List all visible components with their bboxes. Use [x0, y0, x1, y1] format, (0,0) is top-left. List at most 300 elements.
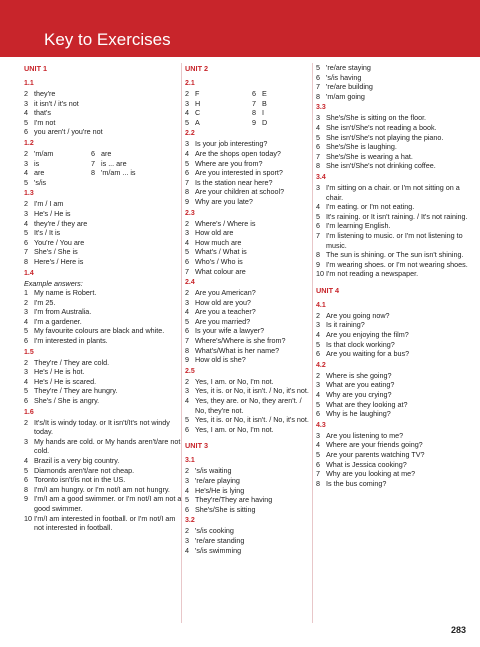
answer-number: 3: [24, 307, 28, 317]
answer-row: [24, 336, 182, 346]
answer-number: 10: [316, 269, 324, 279]
answer-row: [316, 250, 468, 260]
answer-row: [185, 228, 313, 238]
answer-row: [24, 307, 182, 317]
example-note: Example answers:: [24, 278, 83, 288]
answer-row: [185, 187, 313, 197]
answer-row: [185, 139, 313, 149]
answer-row: [185, 377, 313, 387]
answer-text: Here's / Here is: [34, 256, 84, 266]
answer-number: 9: [316, 259, 320, 269]
answer-number: 6: [185, 256, 189, 266]
answer-text: 'm/am: [34, 148, 54, 158]
answer-text: I'm/I am hungry. or I'm not/I am not hungry.: [34, 484, 170, 494]
answer-row: [185, 355, 313, 365]
answer-number: 3: [316, 380, 320, 390]
answer-row: [316, 409, 468, 419]
answer-row: [316, 431, 468, 441]
answer-number: 4: [185, 396, 189, 406]
answer-number: 5: [316, 450, 320, 459]
answer-text: I'm from Australia.: [34, 307, 92, 317]
answer-text: I'm 25.: [34, 297, 56, 307]
answer-row: [24, 238, 182, 248]
answer-text: 's/is waiting: [195, 466, 232, 476]
answer-text: Are you interested in sport?: [195, 168, 283, 178]
answer-number: 5: [316, 399, 320, 409]
answer-pair-row: [24, 178, 182, 188]
answer-number: 8: [24, 484, 28, 494]
answer-number: 3: [185, 297, 189, 307]
answer-text: She's/She is wearing a hat.: [326, 151, 413, 161]
answer-row: [185, 386, 313, 396]
answer-number: 6: [185, 424, 189, 434]
answer-row: [185, 238, 313, 248]
answer-number: 7: [185, 336, 189, 346]
answer-text: I'm / I am: [34, 199, 64, 209]
section-heading: 3.3: [316, 104, 326, 112]
answer-row: [316, 73, 468, 83]
answer-text: She isn't/She's not playing the piano.: [326, 132, 444, 142]
answer-text: 's/is swimming: [195, 545, 242, 555]
section-heading: 1.2: [24, 139, 34, 147]
answer-number: 3: [316, 113, 320, 123]
answer-number: 2: [24, 357, 28, 367]
answer-right: [91, 159, 127, 169]
answer-row: [24, 228, 182, 238]
answer-text: 's/is having: [326, 72, 362, 82]
answer-number: 4: [185, 108, 189, 118]
answer-text: I'm/I am interested in football. or I'm not/I am not interested in football.: [34, 513, 176, 533]
answer-text: Are you enjoying the film?: [326, 330, 409, 340]
answer-text: What colour are: [195, 266, 246, 276]
answer-number: 4: [24, 456, 28, 465]
answer-text: Are you listening to me?: [326, 430, 404, 440]
section-heading: 1.1: [24, 80, 34, 87]
answer-number: 4: [185, 485, 189, 495]
answer-row: [316, 92, 468, 102]
answer-row: [24, 437, 182, 456]
answer-number: 6: [316, 221, 320, 231]
answer-row: [185, 425, 313, 435]
answer-text: that's: [34, 108, 51, 118]
answer-left: [185, 108, 252, 118]
answer-row: [24, 514, 182, 533]
answer-text: You're / You are: [34, 237, 85, 247]
answer-text: Are you going now?: [326, 310, 390, 320]
answer-number: 2: [185, 288, 189, 298]
section-heading: 1.3: [24, 190, 34, 198]
answer-row: [316, 231, 468, 250]
column-3: [316, 63, 468, 488]
answer-number: 3: [185, 228, 189, 238]
answer-number: 4: [24, 108, 28, 118]
answer-text: 're/are building: [326, 82, 373, 92]
answer-text: She's/She is sitting: [195, 504, 256, 514]
answer-number: 5: [24, 326, 28, 336]
answer-text: are: [34, 168, 45, 178]
answer-number: 5: [185, 247, 189, 257]
answer-row: [24, 298, 182, 308]
answer-row: [24, 456, 182, 466]
answer-text: How old are you?: [195, 297, 251, 307]
answer-row: [24, 396, 182, 406]
answer-text: I'm interested in plants.: [34, 336, 108, 346]
answer-number: 2: [185, 526, 189, 536]
answer-row: [24, 475, 182, 485]
answer-text: Where is she going?: [326, 370, 392, 380]
section-heading: 3.1: [185, 457, 195, 465]
section-heading: 1.6: [24, 408, 34, 416]
section-heading: 2.1: [185, 80, 195, 87]
answer-pair-row: [185, 99, 313, 109]
answer-row: [316, 202, 468, 212]
answer-row: [24, 317, 182, 327]
answer-row: [24, 288, 182, 298]
answer-number: 2: [185, 466, 189, 476]
answer-text: He's / He is hot.: [34, 367, 85, 377]
answer-row: [185, 257, 313, 267]
answer-number: 9: [185, 196, 189, 206]
answer-number: 6: [24, 237, 28, 247]
answer-left: [185, 99, 252, 109]
answer-number: 8: [91, 168, 95, 178]
answer-text: Who's / Who is: [195, 256, 243, 266]
answer-row: [24, 466, 182, 476]
answer-row: [185, 247, 313, 257]
answer-text: It's / It is: [34, 228, 61, 238]
answer-number: 2: [185, 218, 189, 228]
unit-heading: UNIT 3: [185, 441, 209, 451]
section-heading: 2.3: [185, 209, 195, 217]
answer-text: Where's/Where is she from?: [195, 336, 286, 346]
answer-row: [24, 386, 182, 396]
answer-row: [185, 317, 313, 327]
answer-number: 7: [185, 177, 189, 187]
answer-number: 3: [316, 430, 320, 440]
answer-text: 're/are standing: [195, 535, 245, 545]
answer-left: [24, 149, 91, 159]
answer-number: 10: [24, 513, 32, 523]
answer-text: I'm/I am a good swimmer. or I'm not/I am not a good swimmer.: [34, 494, 182, 513]
answer-text: What's/What is her name?: [195, 345, 280, 355]
answer-text: Is your job interesting?: [195, 139, 268, 149]
answer-row: [316, 113, 468, 123]
answer-number: 5: [24, 386, 28, 396]
answer-text: B: [262, 98, 267, 108]
answer-right: [91, 178, 101, 188]
answer-text: Is the station near here?: [195, 177, 273, 187]
answer-number: 5: [185, 316, 189, 326]
answer-left: [24, 159, 91, 169]
answer-text: The sun is shining. or The sun isn't shining.: [326, 250, 464, 260]
answer-row: [316, 133, 468, 143]
answer-number: 5: [24, 117, 28, 127]
answer-left: [24, 178, 91, 188]
answer-text: She's/She is sitting on the floor.: [326, 113, 427, 123]
answer-text: He's / He is scared.: [34, 376, 97, 386]
answer-number: 4: [185, 545, 189, 555]
answer-row: [185, 326, 313, 336]
answer-text: 're/are playing: [195, 476, 240, 485]
answer-number: 8: [316, 161, 320, 171]
page-title: Key to Exercises: [44, 30, 171, 49]
answer-number: 2: [24, 199, 28, 209]
answer-number: 6: [91, 148, 95, 158]
answer-text: How old are: [195, 228, 234, 238]
answer-pair-row: [24, 168, 182, 178]
answer-row: [24, 209, 182, 219]
answer-number: 3: [185, 98, 189, 108]
answer-number: 8: [316, 478, 320, 488]
answer-text: Yes, it is. or No, it isn't. / No, it's not.: [195, 415, 309, 425]
section-heading: 2.5: [185, 367, 195, 375]
answer-text: They're / They are hungry.: [34, 386, 118, 396]
answer-row: [316, 400, 468, 410]
answer-row: [185, 267, 313, 277]
answer-text: is: [34, 158, 40, 168]
answer-number: 9: [252, 117, 256, 127]
answer-right: [252, 89, 267, 99]
answer-number: 4: [24, 376, 28, 386]
answer-number: 9: [185, 355, 189, 365]
answer-row: [185, 178, 313, 188]
answer-number: 7: [24, 247, 28, 257]
answer-number: 8: [24, 256, 28, 266]
answer-row: [316, 320, 468, 330]
answer-text: She's / She is angry.: [34, 396, 100, 406]
section-heading: 4.3: [316, 421, 326, 429]
answer-number: 5: [185, 415, 189, 425]
answer-number: 5: [185, 495, 189, 505]
answer-row: [185, 159, 313, 169]
answer-text: I: [262, 108, 264, 118]
answer-right: [91, 149, 111, 159]
answer-text: He's/He is lying: [195, 485, 245, 495]
answer-number: 3: [24, 367, 28, 377]
answer-text: E: [262, 89, 267, 98]
answer-number: 8: [185, 187, 189, 197]
answer-text: I'm learning English.: [326, 221, 391, 231]
answer-text: H: [195, 98, 201, 108]
answer-number: 4: [316, 440, 320, 450]
answer-row: [185, 526, 313, 536]
answer-text: Are you married?: [195, 316, 251, 326]
answer-text: It's raining. or It isn't raining. / It's not raining.: [326, 211, 468, 221]
answer-text: Toronto isn't/is not in the US.: [34, 475, 126, 485]
answer-text: How old is she?: [195, 355, 246, 365]
answer-text: How much are: [195, 237, 242, 247]
answer-row: [316, 221, 468, 231]
answer-text: Are your children at school?: [195, 187, 285, 197]
answer-row: [24, 199, 182, 209]
answer-row: [316, 380, 468, 390]
answer-row: [316, 269, 468, 279]
answer-number: 4: [185, 148, 189, 158]
answer-text: She's/She is laughing.: [326, 142, 397, 152]
answer-row: [185, 476, 313, 486]
answer-text: What are they looking at?: [326, 399, 408, 409]
answer-row: [24, 127, 182, 137]
answer-row: [24, 118, 182, 128]
answer-text: Is it raining?: [326, 320, 365, 330]
answer-text: Why are you looking at me?: [326, 469, 416, 479]
answer-number: 3: [185, 476, 189, 485]
answer-row: [185, 288, 313, 298]
answer-number: 8: [316, 250, 320, 260]
answer-row: [24, 247, 182, 257]
answer-text: I'm sitting on a chair. or I'm not sitting on a chair.: [326, 182, 460, 202]
answer-pair-row: [24, 149, 182, 159]
unit-heading: UNIT 4: [316, 285, 340, 295]
answer-row: [316, 349, 468, 359]
answer-row: [316, 212, 468, 222]
answer-number: 6: [316, 459, 320, 469]
answer-row: [24, 494, 182, 513]
answer-number: 4: [24, 168, 28, 178]
answer-row: [316, 460, 468, 470]
answer-pair-row: [24, 159, 182, 169]
answer-number: 4: [316, 330, 320, 340]
answer-text: it isn't / it's not: [34, 98, 79, 108]
answer-text: Yes, they are. or No, they aren't. / No, they're not.: [195, 396, 302, 415]
answer-text: F: [195, 89, 200, 98]
answer-number: 7: [252, 98, 256, 108]
answer-text: Brazil is a very big country.: [34, 456, 120, 465]
answer-text: Are you a teacher?: [195, 307, 256, 317]
answer-text: I'm not: [34, 117, 56, 127]
answer-row: [316, 63, 468, 73]
answer-left: [185, 118, 252, 128]
answer-text: Are your parents watching TV?: [326, 450, 425, 459]
answer-row: [316, 123, 468, 133]
answer-text: Diamonds aren't/are not cheap.: [34, 465, 135, 475]
section-heading: 1.4: [24, 269, 34, 277]
answer-number: 2: [316, 370, 320, 380]
section-heading: 4.1: [316, 301, 326, 309]
answer-row: [24, 99, 182, 109]
answer-right: [252, 99, 267, 109]
answer-number: 5: [316, 211, 320, 221]
answer-row: [316, 142, 468, 152]
answer-text: She isn't/She's not reading a book.: [326, 122, 437, 132]
answer-row: [316, 260, 468, 270]
answer-text: What's / What is: [195, 247, 247, 257]
answer-row: [24, 418, 182, 437]
answer-text: Are you waiting for a bus?: [326, 349, 410, 359]
answer-text: He's / He is: [34, 208, 71, 218]
answer-row: [24, 326, 182, 336]
answer-row: [316, 330, 468, 340]
section-heading: 4.2: [316, 361, 326, 369]
answer-row: [185, 197, 313, 207]
answer-row: [185, 219, 313, 229]
answer-pair-row: [185, 118, 313, 128]
answer-row: [24, 367, 182, 377]
answer-number: 3: [24, 158, 28, 168]
answer-text: Why are you late?: [195, 196, 253, 206]
answer-number: 5: [24, 177, 28, 187]
answer-number: 6: [24, 336, 28, 346]
answer-row: [185, 298, 313, 308]
section-heading: 1.5: [24, 348, 34, 356]
answer-number: 6: [316, 409, 320, 419]
answer-number: 4: [316, 122, 320, 132]
answer-row: [24, 377, 182, 387]
answer-right: [252, 118, 267, 128]
answer-pair-row: [185, 108, 313, 118]
answer-row: [316, 371, 468, 381]
answer-row: [185, 486, 313, 496]
answer-text: She's / She is: [34, 247, 78, 257]
answer-row: [185, 168, 313, 178]
answer-row: [185, 396, 313, 415]
section-heading: 3.4: [316, 173, 326, 181]
answer-row: [316, 440, 468, 450]
answer-row: [185, 415, 313, 425]
answer-row: [316, 450, 468, 460]
answer-text: I'm listening to music. or I'm not listening to music.: [326, 230, 463, 250]
answer-text: 're/are staying: [326, 63, 371, 72]
answer-row: [316, 82, 468, 92]
answer-text: A: [195, 117, 200, 127]
answer-row: [185, 546, 313, 556]
answer-row: [24, 257, 182, 267]
answer-row: [185, 346, 313, 356]
answer-text: Is the bus coming?: [326, 478, 387, 488]
answer-row: [316, 479, 468, 489]
answer-row: [316, 161, 468, 171]
answer-text: Yes, I am. or No, I'm not.: [195, 424, 274, 434]
answer-number: 2: [24, 417, 28, 427]
answer-text: It's/It is windy today. or It isn't/It's not windy today.: [34, 417, 170, 437]
answer-text: 'm/am going: [326, 91, 365, 101]
answer-number: 8: [252, 108, 256, 118]
answer-number: 1: [24, 288, 28, 298]
answer-text: Is your wife a lawyer?: [195, 326, 265, 336]
answer-row: [24, 358, 182, 368]
answer-text: My hands are cold. or My hands aren't/are not cold.: [34, 436, 181, 456]
answer-number: 7: [316, 82, 320, 92]
answer-number: 5: [24, 228, 28, 238]
answer-number: 3: [316, 320, 320, 330]
unit-heading: UNIT 2: [185, 64, 209, 73]
answer-number: 5: [185, 158, 189, 168]
answer-right: [252, 108, 264, 118]
answer-text: I'm eating. or I'm not eating.: [326, 202, 415, 212]
answer-number: 6: [24, 475, 28, 485]
section-heading: 2.4: [185, 279, 195, 287]
answer-pair-row: [185, 89, 313, 99]
answer-number: 3: [24, 98, 28, 108]
answer-text: Yes, I am. or No, I'm not.: [195, 376, 274, 386]
answer-number: 7: [316, 469, 320, 479]
answer-text: Where's / Where is: [195, 218, 256, 228]
answer-number: 4: [185, 307, 189, 317]
section-heading: 2.2: [185, 130, 195, 138]
answer-text: I'm a gardener.: [34, 316, 82, 326]
column-2: [185, 63, 313, 555]
answer-number: 2: [24, 89, 28, 98]
answer-row: [24, 89, 182, 99]
answer-row: [316, 311, 468, 321]
answer-number: 3: [24, 436, 28, 446]
answer-number: 8: [185, 345, 189, 355]
answer-number: 2: [316, 310, 320, 320]
answer-row: [185, 495, 313, 505]
answer-number: 4: [24, 316, 28, 326]
answer-number: 8: [316, 91, 320, 101]
answer-number: 6: [24, 127, 28, 137]
